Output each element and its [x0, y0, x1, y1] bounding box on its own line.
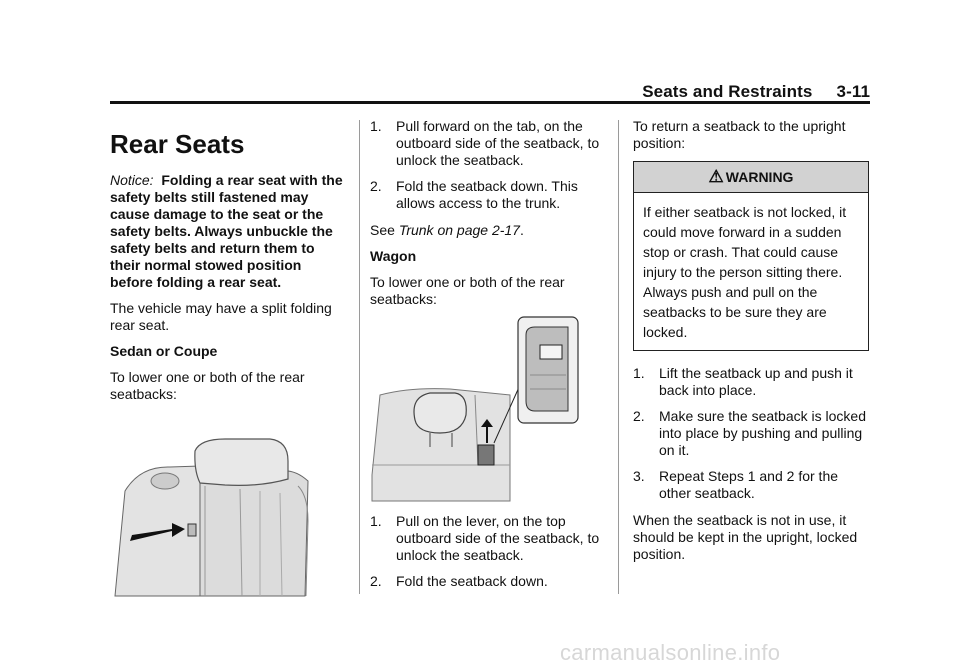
list-item: 2. Fold the seatback down.: [370, 573, 548, 589]
intro-paragraph: The vehicle may have a split folding rear seat.: [110, 300, 332, 333]
column-divider-1: [359, 120, 360, 594]
trunk-page-link[interactable]: Trunk on page 2-17: [398, 222, 520, 238]
wagon-steps: [370, 513, 610, 590]
wagon-instructions: To lower one or both of the rear seatbacks:: [370, 274, 565, 307]
warning-text: If either seatback is not locked, it could move forward in a sudden stop or crash. That could cause injury to the person sitting there. Always push and pull on the seatbacks to be sure they are locked.: [643, 204, 847, 340]
column-divider-2: [618, 120, 619, 594]
sedan-instructions: To lower one or both of the rear seatbacks:: [110, 369, 305, 402]
return-steps: [633, 365, 869, 502]
header-rule: [110, 101, 870, 104]
list-item: 1. Pull forward on the tab, on the outboard side of the seatback, to unlock the seatback.: [370, 118, 600, 168]
list-item: 1. Lift the seatback up and push it back into place.: [633, 365, 853, 398]
warning-icon: ⚠: [708, 167, 724, 186]
subhead-wagon: Wagon: [370, 248, 417, 264]
storage-note: When the seatback is not in use, it should be kept in the upright, locked position.: [633, 512, 858, 562]
header-section-title: Seats and Restraints 3-11: [642, 82, 870, 101]
notice-text: Folding a rear seat with the safety belts still fastened may cause damage to the seat or the safety belts. Always unbuckle the safety belts and return them to their normal stowed position before folding a rear seat.: [110, 172, 343, 290]
sedan-steps: [370, 118, 610, 212]
list-item: 1. Pull on the lever, on the top outboard side of the seatback, to unlock the seatback.: [370, 513, 600, 563]
list-item: 2. Fold the seatback down. This allows access to the trunk.: [370, 178, 578, 211]
sedan-seat-illustration: [110, 431, 310, 601]
column-1: [110, 118, 348, 601]
list-item: 2. Make sure the seatback is locked into place by pushing and pulling on it.: [633, 408, 866, 458]
cross-reference: See Trunk on page 2-17.: [370, 222, 524, 238]
return-seatback-intro: To return a seatback to the upright position:: [633, 118, 846, 151]
notice-paragraph: [110, 172, 348, 291]
watermark-text: carmanualsonline.info: [560, 640, 781, 665]
list-item: 3. Repeat Steps 1 and 2 for the other seatback.: [633, 468, 839, 501]
notice-label: Notice:: [110, 172, 154, 188]
wagon-seat-illustration: [370, 315, 580, 505]
warning-box: [633, 161, 869, 351]
column-2: [370, 118, 610, 600]
warning-header: [634, 162, 868, 193]
warning-title: WARNING: [725, 169, 794, 185]
subhead-sedan-coupe: Sedan or Coupe: [110, 343, 218, 359]
column-3: [633, 118, 869, 572]
section-title: Rear Seats: [110, 129, 245, 159]
